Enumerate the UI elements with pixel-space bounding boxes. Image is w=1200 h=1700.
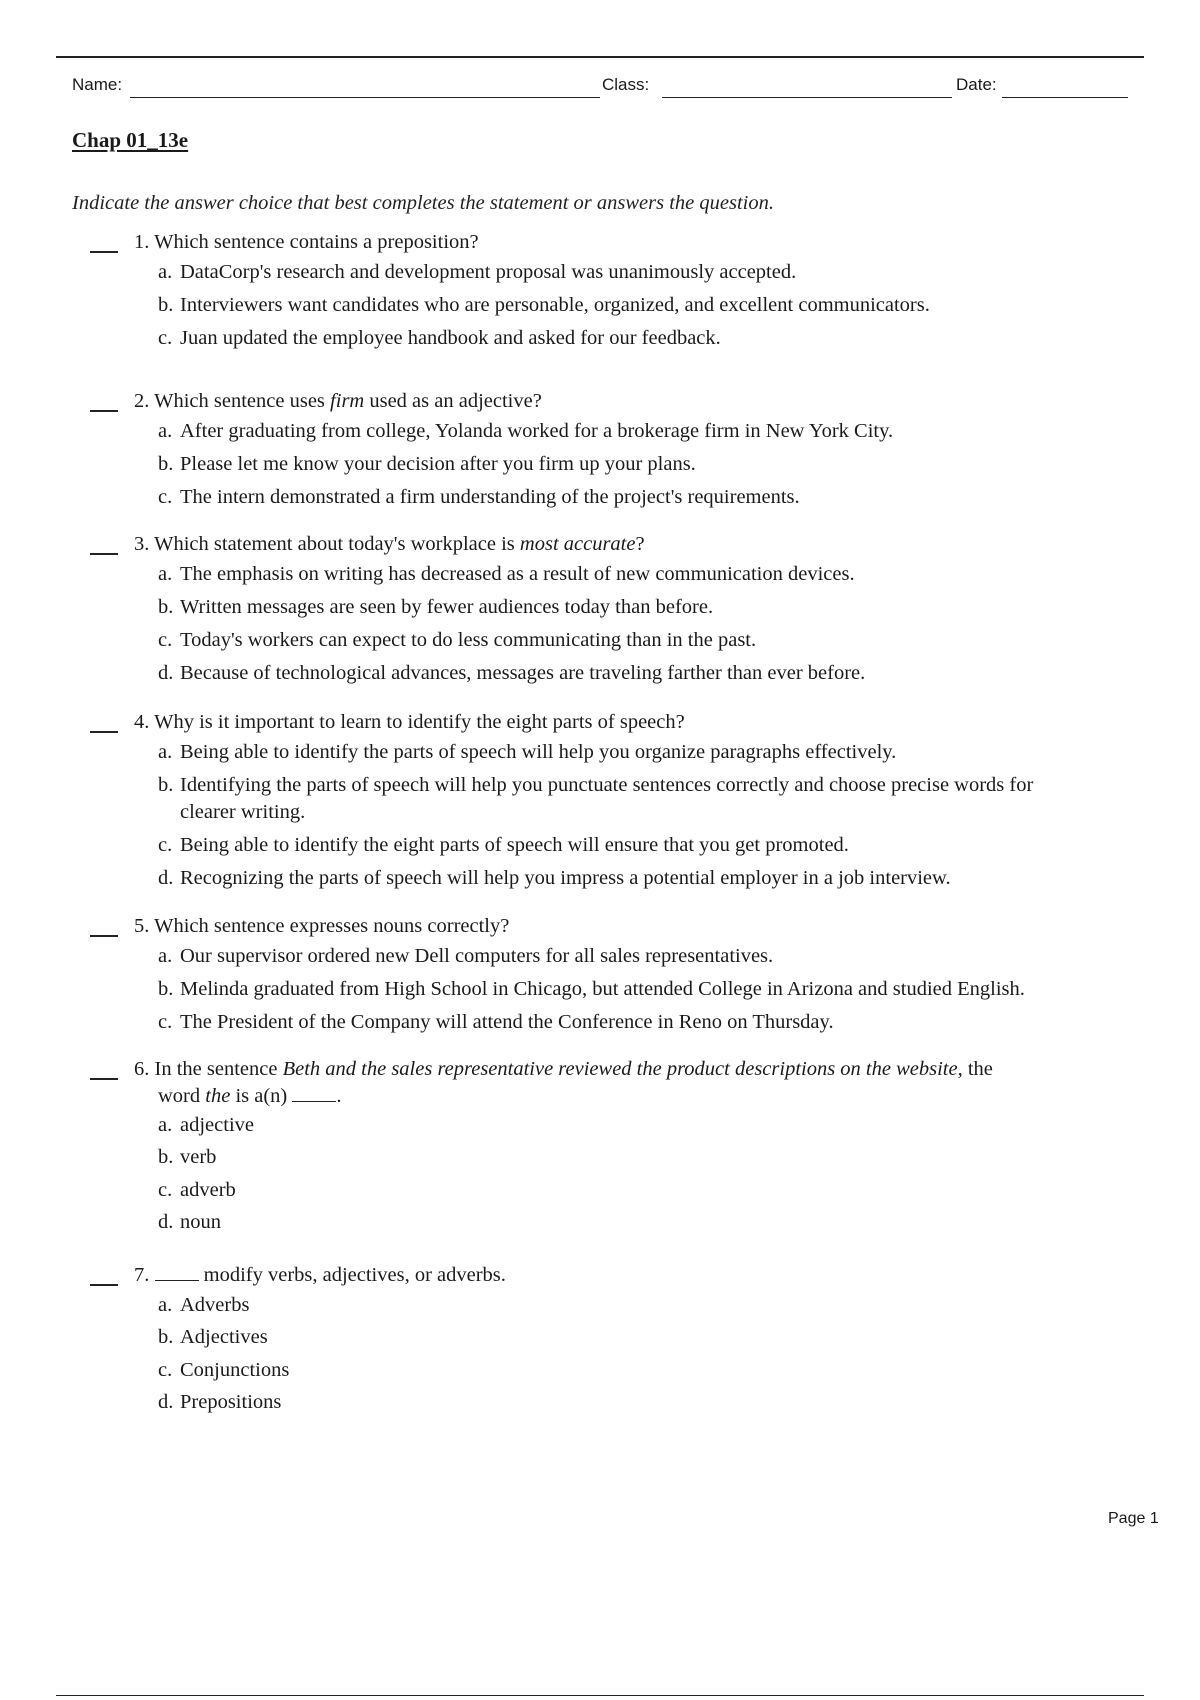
- question-stem: 1. Which sentence contains a preposition?: [134, 231, 479, 253]
- question-stem-continuation: word the is a(n) .: [158, 1085, 342, 1107]
- option: d. noun: [158, 1211, 221, 1233]
- option: a. DataCorp's research and development proposal was unanimously accepted.: [158, 261, 797, 283]
- option: d. Because of technological advances, messages are traveling farther than ever before.: [158, 662, 866, 684]
- option: d. Recognizing the parts of speech will help you impress a potential employer in a job interview.: [158, 867, 951, 889]
- option: c. Conjunctions: [158, 1359, 290, 1381]
- option: c. The intern demonstrated a firm understanding of the project's requirements.: [158, 486, 800, 508]
- date-label: Date:: [956, 75, 997, 94]
- student-info-header: [72, 72, 1160, 102]
- option: c. Today's workers can expect to do less communicating than in the past.: [158, 629, 757, 651]
- option: b. Written messages are seen by fewer audiences today than before.: [158, 596, 714, 618]
- fill-in-blank: [155, 1262, 199, 1281]
- option: b. Please let me know your decision after you firm up your plans.: [158, 453, 696, 475]
- question-stem: 4. Why is it important to learn to identify the eight parts of speech?: [134, 711, 685, 733]
- option: b. Identifying the parts of speech will help you punctuate sentences correctly and choose precise words for: [158, 774, 1034, 796]
- page-title: Chap 01_13e: [72, 128, 189, 152]
- date-field[interactable]: [1002, 97, 1128, 98]
- option: a. After graduating from college, Yolanda worked for a brokerage firm in New York City.: [158, 420, 894, 442]
- question-stem: 7. modify verbs, adjectives, or adverbs.: [134, 1264, 506, 1286]
- option: c. Juan updated the employee handbook and asked for our feedback.: [158, 327, 721, 349]
- option: d. Prepositions: [158, 1391, 282, 1413]
- option: c. adverb: [158, 1179, 236, 1201]
- option: b. verb: [158, 1146, 217, 1168]
- answer-blank[interactable]: [90, 1284, 118, 1286]
- instructions: Indicate the answer choice that best completes the statement or answers the question.: [72, 192, 774, 214]
- question-stem: 2. Which sentence uses firm used as an adjective?: [134, 390, 542, 412]
- answer-blank[interactable]: [90, 935, 118, 937]
- option: c. Being able to identify the eight parts of speech will ensure that you get promoted.: [158, 834, 849, 856]
- question-stem: 3. Which statement about today's workplace is most accurate?: [134, 533, 645, 555]
- fill-in-blank: [292, 1083, 336, 1102]
- answer-blank[interactable]: [90, 251, 118, 253]
- name-label: Name:: [72, 75, 123, 94]
- option: a. adjective: [158, 1114, 254, 1136]
- bottom-rule: [56, 1695, 1144, 1696]
- option: b. Interviewers want candidates who are personable, organized, and excellent communicators.: [158, 294, 930, 316]
- answer-blank[interactable]: [90, 410, 118, 412]
- option: a. The emphasis on writing has decreased as a result of new communication devices.: [158, 563, 855, 585]
- page-number: Page 1: [1108, 1510, 1159, 1527]
- option: a. Our supervisor ordered new Dell computers for all sales representatives.: [158, 945, 774, 967]
- answer-blank[interactable]: [90, 731, 118, 733]
- class-label: Class:: [602, 75, 650, 94]
- option: a. Being able to identify the parts of speech will help you organize paragraphs effectively.: [158, 741, 897, 763]
- option: b. Melinda graduated from High School in Chicago, but attended College in Arizona and studied English.: [158, 978, 1025, 1000]
- option: b. Adjectives: [158, 1326, 268, 1348]
- class-field[interactable]: [662, 97, 952, 98]
- question-stem: 5. Which sentence expresses nouns correctly?: [134, 915, 510, 937]
- option-continuation: clearer writing.: [180, 801, 306, 823]
- name-field[interactable]: [130, 97, 600, 98]
- option: c. The President of the Company will attend the Conference in Reno on Thursday.: [158, 1011, 834, 1033]
- option: a. Adverbs: [158, 1294, 250, 1316]
- question-stem: 6. In the sentence Beth and the sales representative reviewed the product descriptions on the website, the: [134, 1058, 993, 1080]
- top-rule: [56, 56, 1144, 58]
- answer-blank[interactable]: [90, 553, 118, 555]
- answer-blank[interactable]: [90, 1078, 118, 1080]
